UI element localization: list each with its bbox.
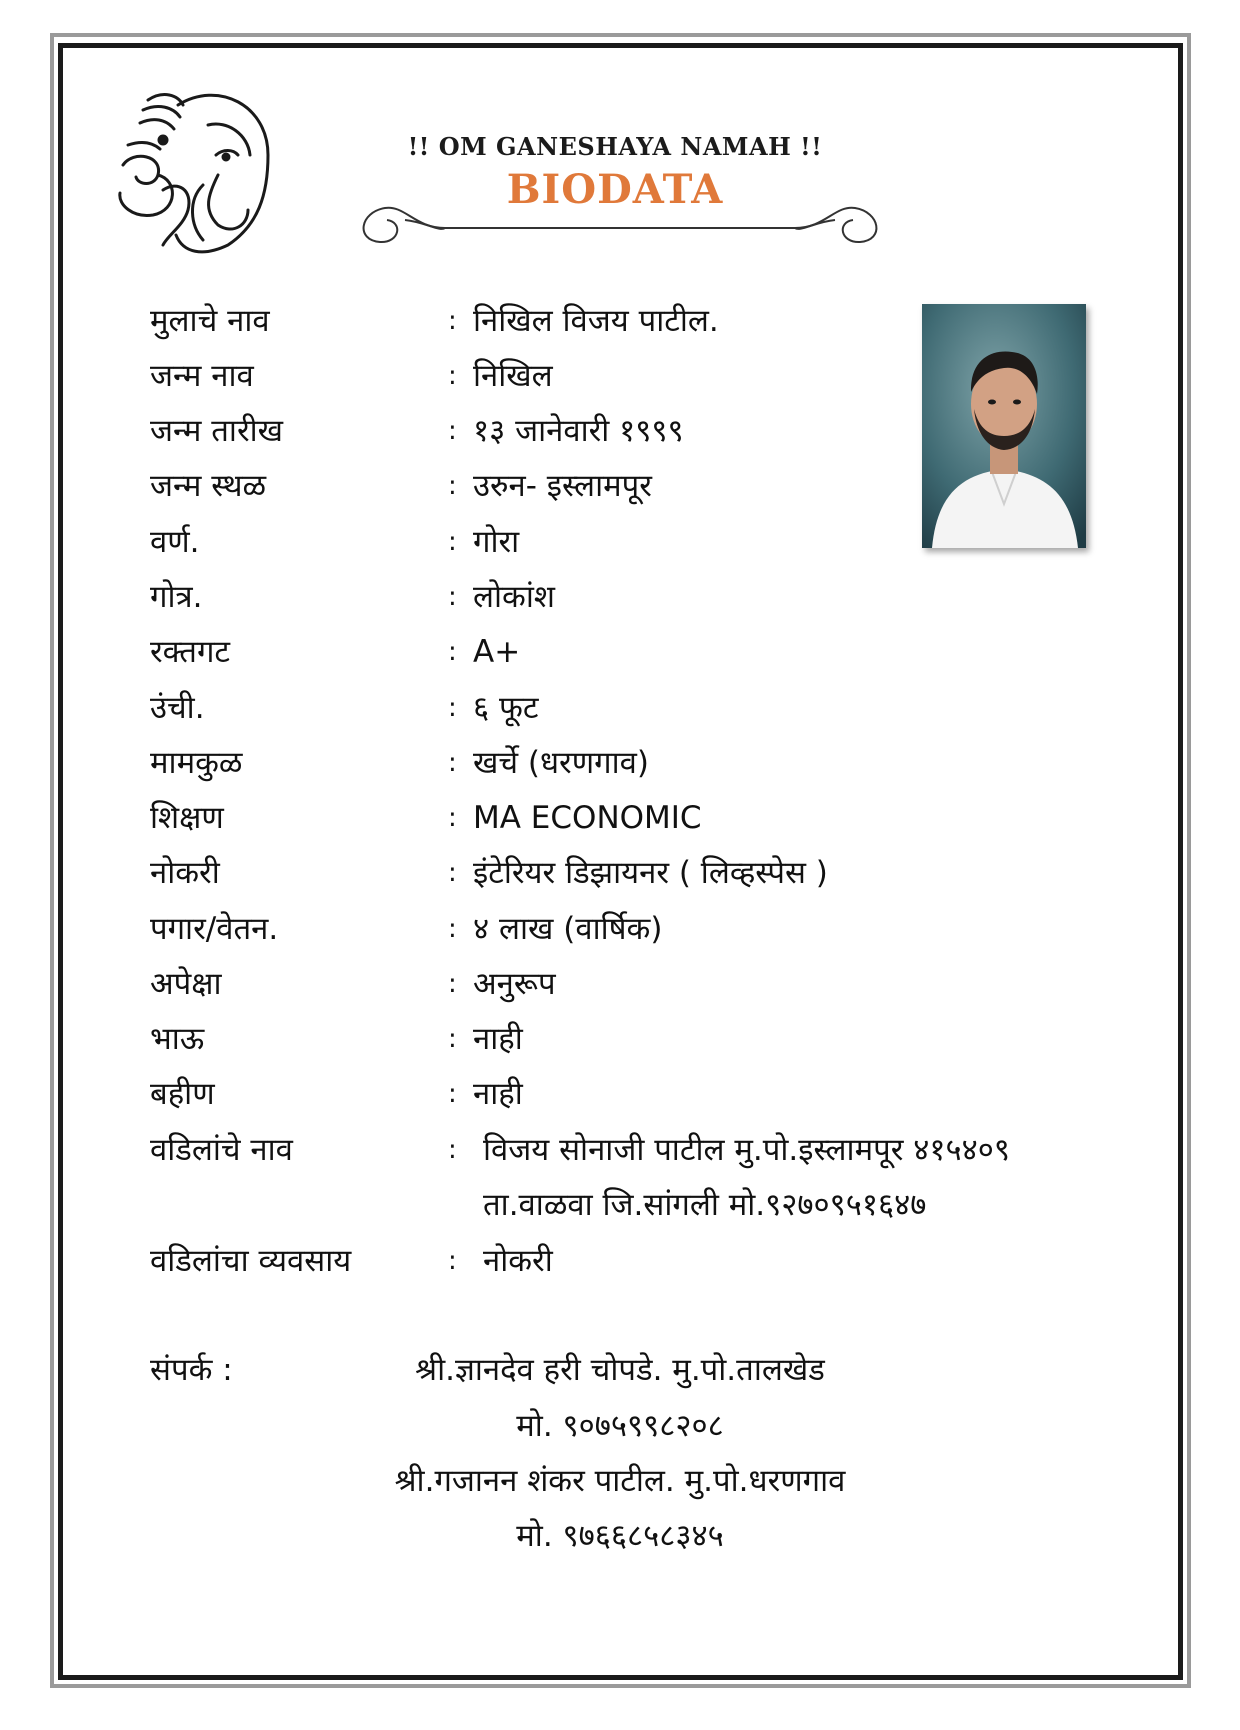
detail-colon: :: [448, 1246, 457, 1276]
detail-colon: :: [448, 1135, 457, 1165]
contact-label: संपर्क :: [150, 1352, 233, 1388]
detail-value: नाही: [473, 1021, 523, 1057]
detail-label: मुलाचे नाव: [150, 303, 270, 339]
detail-value: अनुरूप: [473, 966, 556, 1002]
detail-value: निखिल: [473, 358, 553, 394]
detail-colon: :: [448, 748, 457, 778]
detail-value: नाही: [473, 1076, 523, 1112]
detail-value: ६ फूट: [473, 690, 539, 726]
document-title: BIODATA: [506, 166, 724, 213]
contact-line-3: श्री.गजानन शंकर पाटील. मु.पो.धरणगाव: [394, 1463, 846, 1499]
detail-label: जन्म नाव: [150, 358, 254, 394]
detail-label: उंची.: [150, 690, 205, 726]
detail-label: पगार/वेतन.: [150, 911, 279, 947]
detail-value: गोरा: [473, 524, 520, 560]
detail-colon: :: [448, 361, 457, 391]
detail-colon: :: [448, 637, 457, 667]
detail-value: इंटेरियर डिझायनर ( लिव्हस्पेस ): [473, 855, 828, 891]
detail-value: ४ लाख (वार्षिक): [473, 911, 663, 947]
detail-colon: :: [448, 582, 457, 612]
invocation-text: !! OM GANESHAYA NAMAH !!: [407, 132, 823, 161]
detail-colon: :: [448, 1079, 457, 1109]
detail-label: गोत्र.: [150, 579, 203, 615]
detail-colon: :: [448, 1024, 457, 1054]
detail-colon: :: [448, 306, 457, 336]
detail-label: शिक्षण: [150, 800, 224, 836]
title-flourish-icon: [345, 190, 895, 250]
detail-label: भाऊ: [150, 1021, 205, 1057]
profile-photo-icon: [922, 304, 1086, 548]
detail-value-continued: ता.वाळवा जि.सांगली मो.९२७०९५१६४७: [483, 1187, 927, 1223]
ganesha-om-logo-icon: [108, 85, 273, 260]
detail-label: वडिलांचा व्यवसाय: [150, 1243, 352, 1279]
detail-label: मामकुळ: [150, 745, 243, 781]
detail-colon: :: [448, 471, 457, 501]
detail-value: उरुन- इस्लामपूर: [473, 468, 652, 504]
detail-colon: :: [448, 858, 457, 888]
detail-colon: :: [448, 914, 457, 944]
detail-label: वर्ण.: [150, 524, 200, 560]
detail-label: जन्म स्थळ: [150, 468, 267, 504]
contact-line-1: श्री.ज्ञानदेव हरी चोपडे. मु.पो.तालखेड: [415, 1352, 825, 1388]
detail-value: विजय सोनाजी पाटील मु.पो.इस्लामपूर ४१५४०९: [483, 1132, 1010, 1168]
detail-value: MA ECONOMIC: [473, 800, 702, 836]
detail-label: बहीण: [150, 1076, 215, 1112]
detail-value: A+: [473, 634, 521, 670]
detail-value: लोकांश: [473, 579, 555, 615]
detail-colon: :: [448, 803, 457, 833]
detail-value: १३ जानेवारी १९९९: [473, 413, 684, 449]
detail-value: खर्चे (धरणगाव): [473, 745, 649, 781]
contact-line-2: मो. ९०७५९९८२०८: [516, 1408, 724, 1444]
detail-colon: :: [448, 969, 457, 999]
detail-label: रक्तगट: [150, 634, 231, 670]
detail-value: निखिल विजय पाटील.: [473, 303, 719, 339]
detail-label: जन्म तारीख: [150, 413, 284, 449]
detail-label: नोकरी: [150, 855, 220, 891]
detail-colon: :: [448, 416, 457, 446]
detail-colon: :: [448, 693, 457, 723]
detail-label: वडिलांचे नाव: [150, 1132, 293, 1168]
detail-label: अपेक्षा: [150, 966, 222, 1002]
detail-value: नोकरी: [483, 1243, 553, 1279]
detail-colon: :: [448, 527, 457, 557]
contact-line-4: मो. ९७६६८५८३४५: [516, 1518, 724, 1554]
